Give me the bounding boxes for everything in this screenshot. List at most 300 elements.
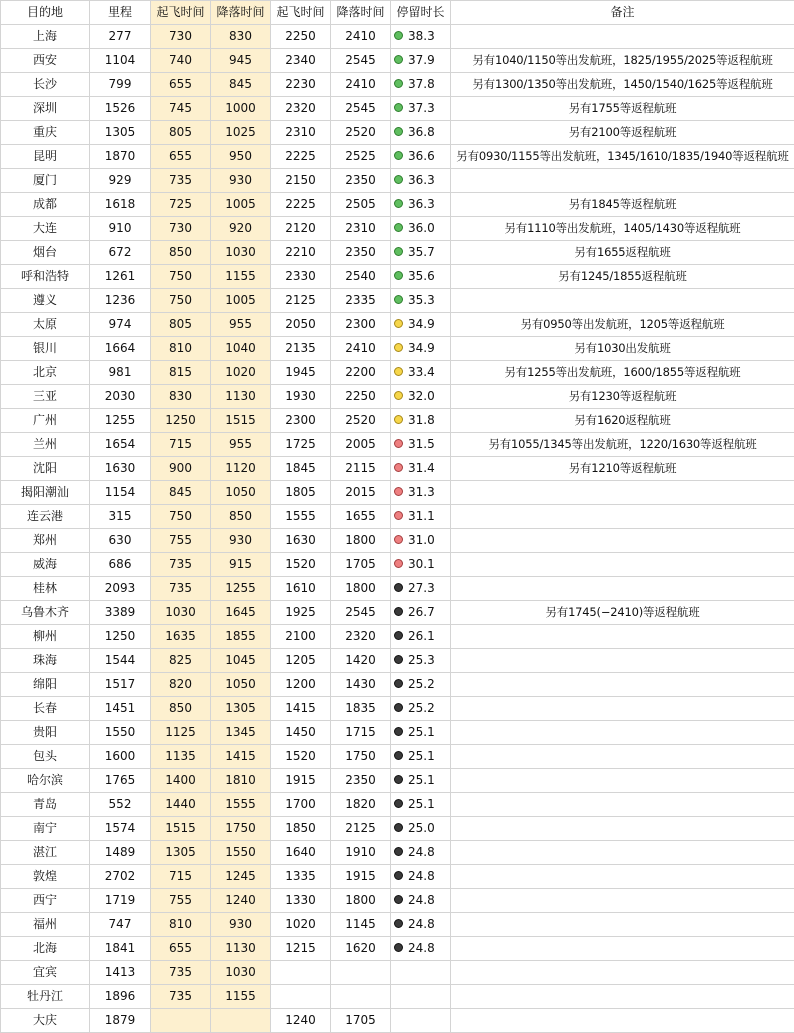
departure-outbound-cell: 730 <box>151 25 211 49</box>
status-dot-icon <box>394 31 403 40</box>
departure-outbound-cell: 655 <box>151 937 211 961</box>
stay-duration-cell <box>391 481 451 505</box>
destination-cell: 包头 <box>1 745 90 769</box>
stay-duration-value: 31.4 <box>408 461 435 475</box>
stay-duration-cell <box>391 625 451 649</box>
destination-cell: 沈阳 <box>1 457 90 481</box>
table-row <box>1 745 794 769</box>
stay-duration-value: 26.1 <box>408 629 435 643</box>
departure-return-cell: 2340 <box>271 49 331 73</box>
header-row <box>1 1 794 25</box>
arrival-return-cell: 1620 <box>331 937 391 961</box>
arrival-outbound-cell: 1050 <box>211 673 271 697</box>
departure-return-cell: 1805 <box>271 481 331 505</box>
stay-duration-value: 32.0 <box>408 389 435 403</box>
departure-outbound-cell: 845 <box>151 481 211 505</box>
departure-return-cell: 1915 <box>271 769 331 793</box>
notes-cell <box>451 865 794 889</box>
destination-cell: 郑州 <box>1 529 90 553</box>
mileage-cell: 910 <box>90 217 151 241</box>
stay-duration-value: 34.9 <box>408 341 435 355</box>
table-row <box>1 361 794 385</box>
destination-cell: 深圳 <box>1 97 90 121</box>
departure-return-cell: 2320 <box>271 97 331 121</box>
status-dot-icon <box>394 511 403 520</box>
status-dot-icon <box>394 223 403 232</box>
stay-duration-value: 25.1 <box>408 749 435 763</box>
arrival-return-cell: 2250 <box>331 385 391 409</box>
departure-return-cell: 1700 <box>271 793 331 817</box>
destination-cell: 银川 <box>1 337 90 361</box>
arrival-return-cell: 2350 <box>331 769 391 793</box>
table-row <box>1 289 794 313</box>
stay-duration-cell <box>391 121 451 145</box>
departure-outbound-cell: 730 <box>151 217 211 241</box>
stay-duration-value: 27.3 <box>408 581 435 595</box>
status-dot-icon <box>394 415 403 424</box>
arrival-return-cell: 1835 <box>331 697 391 721</box>
arrival-return-cell: 2520 <box>331 121 391 145</box>
destination-cell: 哈尔滨 <box>1 769 90 793</box>
stay-duration-cell <box>391 793 451 817</box>
departure-outbound-cell: 715 <box>151 433 211 457</box>
mileage-cell: 686 <box>90 553 151 577</box>
notes-cell <box>451 649 794 673</box>
mileage-cell: 1630 <box>90 457 151 481</box>
notes-cell <box>451 985 794 1009</box>
stay-duration-value: 33.4 <box>408 365 435 379</box>
status-dot-icon <box>394 175 403 184</box>
departure-outbound-cell: 655 <box>151 145 211 169</box>
notes-cell <box>451 793 794 817</box>
notes-cell <box>451 913 794 937</box>
destination-cell: 桂林 <box>1 577 90 601</box>
arrival-return-cell: 1430 <box>331 673 391 697</box>
header-arrival-return: 降落时间 <box>331 1 391 25</box>
status-dot-icon <box>394 151 403 160</box>
arrival-return-cell: 1915 <box>331 865 391 889</box>
status-dot-icon <box>394 703 403 712</box>
departure-outbound-cell: 755 <box>151 529 211 553</box>
stay-duration-value: 31.3 <box>408 485 435 499</box>
stay-duration-cell <box>391 937 451 961</box>
table-row <box>1 601 794 625</box>
mileage-cell: 1517 <box>90 673 151 697</box>
header-departure-outbound: 起飞时间 <box>151 1 211 25</box>
stay-duration-value: 34.9 <box>408 317 435 331</box>
notes-cell <box>451 697 794 721</box>
mileage-cell: 277 <box>90 25 151 49</box>
status-dot-icon <box>394 559 403 568</box>
table-row <box>1 721 794 745</box>
mileage-cell: 1550 <box>90 721 151 745</box>
table-row <box>1 961 794 985</box>
notes-cell <box>451 817 794 841</box>
arrival-return-cell: 1655 <box>331 505 391 529</box>
stay-duration-cell <box>391 769 451 793</box>
mileage-cell: 630 <box>90 529 151 553</box>
destination-cell: 珠海 <box>1 649 90 673</box>
destination-cell: 威海 <box>1 553 90 577</box>
arrival-return-cell: 2005 <box>331 433 391 457</box>
stay-duration-cell <box>391 361 451 385</box>
status-dot-icon <box>394 199 403 208</box>
departure-outbound-cell: 725 <box>151 193 211 217</box>
status-dot-icon <box>394 583 403 592</box>
stay-duration-cell <box>391 169 451 193</box>
departure-return-cell: 2330 <box>271 265 331 289</box>
arrival-return-cell: 2320 <box>331 625 391 649</box>
destination-cell: 长春 <box>1 697 90 721</box>
stay-duration-cell <box>391 25 451 49</box>
mileage-cell: 1255 <box>90 409 151 433</box>
destination-cell: 太原 <box>1 313 90 337</box>
departure-outbound-cell: 740 <box>151 49 211 73</box>
arrival-return-cell: 2545 <box>331 601 391 625</box>
arrival-outbound-cell: 1030 <box>211 241 271 265</box>
destination-cell: 柳州 <box>1 625 90 649</box>
departure-return-cell: 2230 <box>271 73 331 97</box>
mileage-cell: 1250 <box>90 625 151 649</box>
stay-duration-value: 36.0 <box>408 221 435 235</box>
departure-outbound-cell: 1125 <box>151 721 211 745</box>
table-row <box>1 1009 794 1033</box>
arrival-outbound-cell: 1005 <box>211 289 271 313</box>
departure-outbound-cell: 745 <box>151 97 211 121</box>
arrival-outbound-cell: 850 <box>211 505 271 529</box>
status-dot-icon <box>394 247 403 256</box>
destination-cell: 绵阳 <box>1 673 90 697</box>
mileage-cell: 1413 <box>90 961 151 985</box>
departure-return-cell: 1630 <box>271 529 331 553</box>
arrival-return-cell: 1705 <box>331 1009 391 1033</box>
notes-cell: 另有1755等返程航班 <box>451 97 794 121</box>
departure-return-cell: 1020 <box>271 913 331 937</box>
departure-outbound-cell: 1515 <box>151 817 211 841</box>
mileage-cell: 1841 <box>90 937 151 961</box>
arrival-return-cell: 2350 <box>331 241 391 265</box>
destination-cell: 烟台 <box>1 241 90 265</box>
departure-return-cell: 1725 <box>271 433 331 457</box>
notes-cell <box>451 745 794 769</box>
stay-duration-cell <box>391 865 451 889</box>
table-row <box>1 505 794 529</box>
departure-return-cell: 1520 <box>271 553 331 577</box>
table-row <box>1 649 794 673</box>
destination-cell: 贵阳 <box>1 721 90 745</box>
table-row <box>1 553 794 577</box>
notes-cell: 另有1245/1855返程航班 <box>451 265 794 289</box>
arrival-return-cell: 1820 <box>331 793 391 817</box>
arrival-outbound-cell: 930 <box>211 913 271 937</box>
departure-outbound-cell: 805 <box>151 121 211 145</box>
arrival-outbound-cell: 1240 <box>211 889 271 913</box>
arrival-outbound-cell: 1155 <box>211 265 271 289</box>
table-row <box>1 889 794 913</box>
arrival-return-cell: 1800 <box>331 577 391 601</box>
notes-cell: 另有1620返程航班 <box>451 409 794 433</box>
destination-cell: 揭阳潮汕 <box>1 481 90 505</box>
arrival-return-cell: 2310 <box>331 217 391 241</box>
destination-cell: 大连 <box>1 217 90 241</box>
status-dot-icon <box>394 607 403 616</box>
arrival-return-cell: 1420 <box>331 649 391 673</box>
mileage-cell: 1526 <box>90 97 151 121</box>
table-row <box>1 145 794 169</box>
departure-outbound-cell: 810 <box>151 337 211 361</box>
notes-cell <box>451 1009 794 1033</box>
notes-cell: 另有1655返程航班 <box>451 241 794 265</box>
mileage-cell: 1879 <box>90 1009 151 1033</box>
notes-cell <box>451 25 794 49</box>
stay-duration-cell <box>391 601 451 625</box>
arrival-return-cell: 2015 <box>331 481 391 505</box>
status-dot-icon <box>394 751 403 760</box>
header-arrival-outbound: 降落时间 <box>211 1 271 25</box>
arrival-return-cell <box>331 985 391 1009</box>
table-row <box>1 793 794 817</box>
arrival-outbound-cell: 1305 <box>211 697 271 721</box>
arrival-outbound-cell: 1120 <box>211 457 271 481</box>
status-dot-icon <box>394 391 403 400</box>
stay-duration-cell <box>391 145 451 169</box>
stay-duration-cell <box>391 73 451 97</box>
departure-outbound-cell: 655 <box>151 73 211 97</box>
destination-cell: 大庆 <box>1 1009 90 1033</box>
destination-cell: 广州 <box>1 409 90 433</box>
departure-outbound-cell: 1250 <box>151 409 211 433</box>
departure-return-cell: 2300 <box>271 409 331 433</box>
arrival-outbound-cell: 845 <box>211 73 271 97</box>
table-row <box>1 433 794 457</box>
stay-duration-cell <box>391 673 451 697</box>
arrival-return-cell: 2525 <box>331 145 391 169</box>
stay-duration-value: 30.1 <box>408 557 435 571</box>
mileage-cell: 2093 <box>90 577 151 601</box>
notes-cell: 另有1030出发航班 <box>451 337 794 361</box>
destination-cell: 乌鲁木齐 <box>1 601 90 625</box>
mileage-cell: 1236 <box>90 289 151 313</box>
notes-cell: 另有1055/1345等出发航班，1220/1630等返程航班 <box>451 433 794 457</box>
status-dot-icon <box>394 127 403 136</box>
stay-duration-cell <box>391 961 451 985</box>
arrival-outbound-cell: 1515 <box>211 409 271 433</box>
notes-cell <box>451 889 794 913</box>
arrival-outbound-cell: 930 <box>211 529 271 553</box>
destination-cell: 青岛 <box>1 793 90 817</box>
departure-return-cell: 1240 <box>271 1009 331 1033</box>
mileage-cell: 2030 <box>90 385 151 409</box>
notes-cell <box>451 481 794 505</box>
stay-duration-cell <box>391 241 451 265</box>
stay-duration-cell <box>391 193 451 217</box>
table-row <box>1 121 794 145</box>
departure-outbound-cell: 1440 <box>151 793 211 817</box>
stay-duration-value: 25.3 <box>408 653 435 667</box>
status-dot-icon <box>394 79 403 88</box>
status-dot-icon <box>394 775 403 784</box>
notes-cell <box>451 769 794 793</box>
stay-duration-value: 35.6 <box>408 269 435 283</box>
notes-cell: 另有1230等返程航班 <box>451 385 794 409</box>
notes-cell <box>451 553 794 577</box>
arrival-outbound-cell: 915 <box>211 553 271 577</box>
destination-cell: 遵义 <box>1 289 90 313</box>
departure-return-cell: 2120 <box>271 217 331 241</box>
notes-cell <box>451 577 794 601</box>
stay-duration-value: 31.8 <box>408 413 435 427</box>
notes-cell: 另有0950等出发航班，1205等返程航班 <box>451 313 794 337</box>
table-row <box>1 409 794 433</box>
stay-duration-value: 31.5 <box>408 437 435 451</box>
departure-return-cell: 2100 <box>271 625 331 649</box>
mileage-cell: 1261 <box>90 265 151 289</box>
stay-duration-cell <box>391 985 451 1009</box>
departure-return-cell: 1450 <box>271 721 331 745</box>
arrival-return-cell: 2300 <box>331 313 391 337</box>
destination-cell: 昆明 <box>1 145 90 169</box>
notes-cell: 另有1845等返程航班 <box>451 193 794 217</box>
stay-duration-value: 36.3 <box>408 197 435 211</box>
departure-return-cell: 1930 <box>271 385 331 409</box>
stay-duration-value: 25.0 <box>408 821 435 835</box>
stay-duration-value: 25.1 <box>408 797 435 811</box>
departure-outbound-cell: 810 <box>151 913 211 937</box>
departure-return-cell: 1610 <box>271 577 331 601</box>
arrival-outbound-cell <box>211 1009 271 1033</box>
mileage-cell: 1305 <box>90 121 151 145</box>
status-dot-icon <box>394 631 403 640</box>
departure-outbound-cell: 805 <box>151 313 211 337</box>
arrival-outbound-cell: 1020 <box>211 361 271 385</box>
status-dot-icon <box>394 487 403 496</box>
notes-cell: 另有0930/1155等出发航班，1345/1610/1835/1940等返程航班 <box>451 145 794 169</box>
stay-duration-cell <box>391 745 451 769</box>
arrival-return-cell: 2520 <box>331 409 391 433</box>
stay-duration-value: 25.2 <box>408 701 435 715</box>
table-row <box>1 817 794 841</box>
notes-cell: 另有2100等返程航班 <box>451 121 794 145</box>
arrival-return-cell: 2115 <box>331 457 391 481</box>
departure-return-cell: 2050 <box>271 313 331 337</box>
arrival-outbound-cell: 1345 <box>211 721 271 745</box>
arrival-return-cell: 2125 <box>331 817 391 841</box>
stay-duration-value: 24.8 <box>408 845 435 859</box>
notes-cell <box>451 841 794 865</box>
status-dot-icon <box>394 535 403 544</box>
destination-cell: 牡丹江 <box>1 985 90 1009</box>
table-row <box>1 73 794 97</box>
departure-outbound-cell: 735 <box>151 169 211 193</box>
arrival-outbound-cell: 955 <box>211 433 271 457</box>
departure-return-cell: 2135 <box>271 337 331 361</box>
table-row <box>1 97 794 121</box>
arrival-outbound-cell: 1750 <box>211 817 271 841</box>
destination-cell: 重庆 <box>1 121 90 145</box>
arrival-outbound-cell: 945 <box>211 49 271 73</box>
mileage-cell: 315 <box>90 505 151 529</box>
notes-cell: 另有1255等出发航班，1600/1855等返程航班 <box>451 361 794 385</box>
stay-duration-cell <box>391 577 451 601</box>
status-dot-icon <box>394 271 403 280</box>
departure-outbound-cell: 1635 <box>151 625 211 649</box>
departure-return-cell: 1215 <box>271 937 331 961</box>
mileage-cell: 3389 <box>90 601 151 625</box>
header-destination: 目的地 <box>1 1 90 25</box>
table-row <box>1 313 794 337</box>
departure-return-cell <box>271 961 331 985</box>
status-dot-icon <box>394 463 403 472</box>
table-row <box>1 985 794 1009</box>
stay-duration-cell <box>391 529 451 553</box>
arrival-outbound-cell: 1025 <box>211 121 271 145</box>
stay-duration-cell <box>391 553 451 577</box>
destination-cell: 南宁 <box>1 817 90 841</box>
departure-return-cell: 2225 <box>271 145 331 169</box>
arrival-outbound-cell: 1255 <box>211 577 271 601</box>
notes-cell: 另有1300/1350等出发航班，1450/1540/1625等返程航班 <box>451 73 794 97</box>
stay-duration-value: 38.3 <box>408 29 435 43</box>
departure-return-cell: 2310 <box>271 121 331 145</box>
stay-duration-value: 36.3 <box>408 173 435 187</box>
table-row <box>1 217 794 241</box>
departure-outbound-cell: 1135 <box>151 745 211 769</box>
arrival-outbound-cell: 1645 <box>211 601 271 625</box>
stay-duration-value: 24.8 <box>408 917 435 931</box>
mileage-cell: 1574 <box>90 817 151 841</box>
stay-duration-value: 24.8 <box>408 869 435 883</box>
status-dot-icon <box>394 847 403 856</box>
notes-cell <box>451 721 794 745</box>
departure-return-cell: 2125 <box>271 289 331 313</box>
departure-outbound-cell: 1030 <box>151 601 211 625</box>
arrival-outbound-cell: 1000 <box>211 97 271 121</box>
mileage-cell: 1104 <box>90 49 151 73</box>
departure-return-cell: 1640 <box>271 841 331 865</box>
notes-cell <box>451 169 794 193</box>
arrival-outbound-cell: 1555 <box>211 793 271 817</box>
arrival-return-cell: 2545 <box>331 97 391 121</box>
departure-outbound-cell: 815 <box>151 361 211 385</box>
mileage-cell: 1765 <box>90 769 151 793</box>
table-row <box>1 673 794 697</box>
arrival-return-cell: 1715 <box>331 721 391 745</box>
mileage-cell: 1489 <box>90 841 151 865</box>
mileage-cell: 1896 <box>90 985 151 1009</box>
status-dot-icon <box>394 55 403 64</box>
notes-cell <box>451 625 794 649</box>
table-row <box>1 625 794 649</box>
destination-cell: 厦门 <box>1 169 90 193</box>
departure-outbound-cell: 820 <box>151 673 211 697</box>
stay-duration-cell <box>391 433 451 457</box>
destination-cell: 呼和浩特 <box>1 265 90 289</box>
mileage-cell: 1544 <box>90 649 151 673</box>
mileage-cell: 1654 <box>90 433 151 457</box>
table-row <box>1 385 794 409</box>
table-row <box>1 169 794 193</box>
destination-cell: 敦煌 <box>1 865 90 889</box>
stay-duration-cell <box>391 217 451 241</box>
mileage-cell: 1600 <box>90 745 151 769</box>
table-row <box>1 457 794 481</box>
arrival-return-cell: 1750 <box>331 745 391 769</box>
stay-duration-value: 31.0 <box>408 533 435 547</box>
departure-outbound-cell: 755 <box>151 889 211 913</box>
arrival-outbound-cell: 950 <box>211 145 271 169</box>
arrival-return-cell: 1145 <box>331 913 391 937</box>
arrival-outbound-cell: 1155 <box>211 985 271 1009</box>
